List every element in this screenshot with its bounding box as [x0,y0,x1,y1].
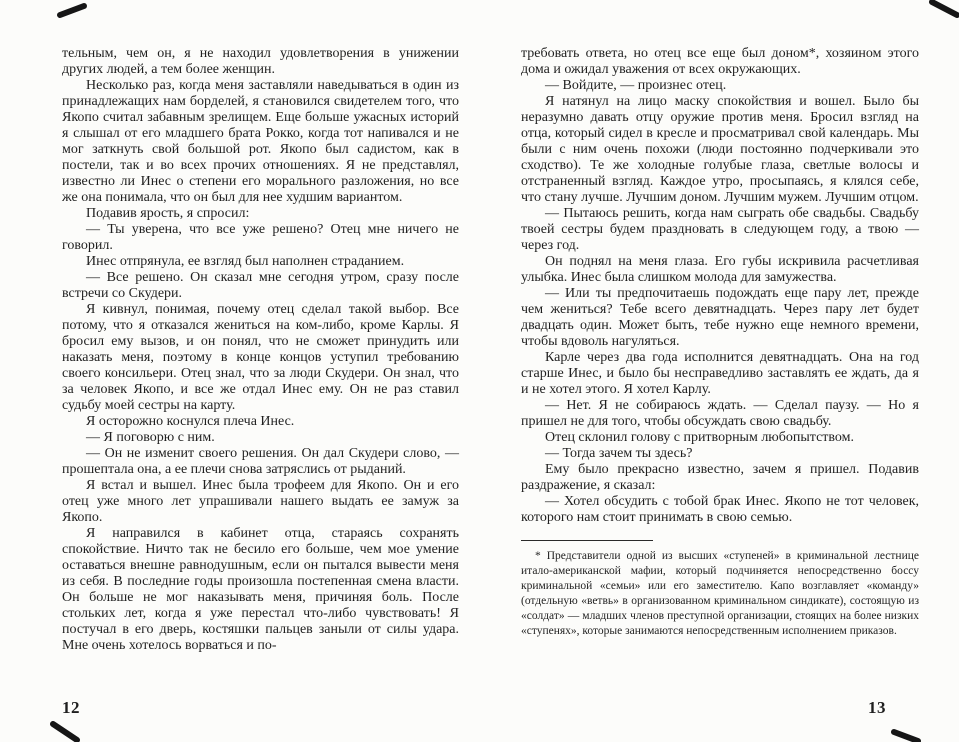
paragraph: Карле через два года исполнится девятнадцать. Она на год старше Инес, и было бы несправедливо заставлять ее ждать, да я и не хотел этого. Я хотел Карлу. [521,350,919,397]
ink-mark-bottom-right-icon [894,732,918,741]
paragraph: — Пытаюсь решить, когда нам сыграть обе свадьбы. Свадьбу твоей сестры будем праздновать в следующем году, а твою — через год. [521,206,919,253]
paragraph: Подавив ярость, я спросил: [86,206,250,221]
paragraph: тельным, чем он, я не находил удовлетворения в унижении других людей, а тем более женщин. [62,46,459,77]
paragraph: Он поднял на меня глаза. Его губы искривила расчетливая улыбка. Инес была слишком молода для замужества. [521,254,919,285]
paragraph: требовать ответа, но отец все еще был доном*, хозяином этого дома и ожидал уважения от всех окружающих. [521,46,919,77]
paragraph: Я натянул на лицо маску спокойствия и вошел. Было бы неразумно давать отцу оружие против меня. Бросил взгляд на отца, который сидел в кресле и просматривал свой календарь. Мы были с ним очень похожи (люди постоянно подчеркивали это сходство). Те же холодные голубые глаза, светлые волосы и отстраненный взгляд. Каждое утро, просыпаясь, я клялся себе, что стану лучше. Лучшим доном. Лучшим мужем. Лучшим отцом. [521,94,919,205]
paragraph: — Нет. Я не собираюсь ждать. — Сделал паузу. — Но я пришел не для того, чтобы обсуждать свою свадьбу. [521,398,919,429]
ink-mark-top-left-icon [60,6,84,15]
paragraph: — Все решено. Он сказал мне сегодня утром, сразу после встречи со Скудери. [62,270,459,301]
page-number-right: 13 [868,698,886,717]
paragraph: — Ты уверена, что все уже решено? Отец мне ничего не говорил. [62,222,459,253]
paragraph: — Он не изменит своего решения. Он дал Скудери слово, — прошептала она, а ее плечи снова затряслись от рыданий. [62,446,459,477]
footnote-text: * Представители одной из высших «ступеней» в криминальной лестнице итало-американской мафии, который подчиняется непосредственно боссу криминальной «семьи» или его заместителю. Капо возглавляет «команду» (отдельную «ветвь» в организованном криминальном синдикате), состоящую из «солдат» — младших членов преступной организации, стоящих на более низких «ступенях», которые занимаются непосредственным исполнением приказов. [521,550,919,637]
page-left-text [62,46,459,654]
paragraph: Я кивнул, понимая, почему отец сделал такой выбор. Все потому, что я отказался жениться на ком-либо, кроме Карлы. Я бросил ему вызов, и он понял, что не сможет принудить или наказать меня, поэтому в конце концов уступил требованию своего консильери. Отец знал, что за люди Скудери. Он знал, что за человек Якопо, и все же отдал Инес ему. Он не раз ставил судьбу моей сестры на карту. [62,302,459,413]
paragraph: — Хотел обсудить с тобой брак Инес. Якопо не тот человек, которого нам стоит принимать в свою семью. [521,494,919,525]
paragraph: — Я поговорю с ним. [86,430,215,445]
paragraph: Я встал и вышел. Инес была трофеем для Якопо. Он и его отец уже много лет упрашивали нашего выдать ее замуж за Якопо. [62,478,459,525]
paragraph: — Тогда зачем ты здесь? [545,446,693,461]
page-left [62,46,459,654]
paragraph: Я направился в кабинет отца, стараясь сохранять спокойствие. Ничто так не бесило его больше, чем мое умение оставаться внешне равнодушным, если он пытался вывести меня из себя. В последние годы произошла постепенная смена власти. Он больше не мог наказывать меня, причиняя боль. После стольких лет, когда я уже перестал что-либо чувствовать! Я постучал в его дверь, костяшки пальцев заныли от силы удара. Мне очень хотелось ворваться и по- [62,526,459,653]
paragraph: Я осторожно коснулся плеча Инес. [86,414,295,429]
paragraph: — Или ты предпочитаешь подождать еще пару лет, прежде чем жениться? Тебе всего девятнадцать. Через пару лет будет двадцать один. Может быть, тебе нужно еще немного времени, чтобы вдоволь нагуляться. [521,286,919,349]
ink-mark-bottom-left-icon [53,724,77,740]
paragraph: — Войдите, — произнес отец. [545,78,727,93]
ink-mark-top-right-icon [932,2,957,15]
paragraph: Отец склонил голову с притворным любопытством. [545,430,855,445]
paragraph: Ему было прекрасно известно, зачем я пришел. Подавив раздражение, я сказал: [521,462,919,493]
page-right [521,46,919,639]
paragraph: Несколько раз, когда меня заставляли наведываться в один из принадлежащих нам борделей, я становился свидетелем того, что Якопо считал забавным зрелищем. Еще больше ужасных историй я слышал от его младшего брата Рокко, когда тот напивался и не мог заткнуть свой большой рот. Якопо был садистом, как в постели, так и во всех прочих отношениях. Я не представлял, известно ли Инес о степени его морального разложения, но все же она понимала, что он был для нее худшим вариантом. [62,78,459,205]
paragraph: Инес отпрянула, ее взгляд был наполнен страданием. [86,254,405,269]
page-number-left: 12 [62,698,80,717]
footnote-separator [521,540,653,541]
page-right-text [521,46,919,526]
